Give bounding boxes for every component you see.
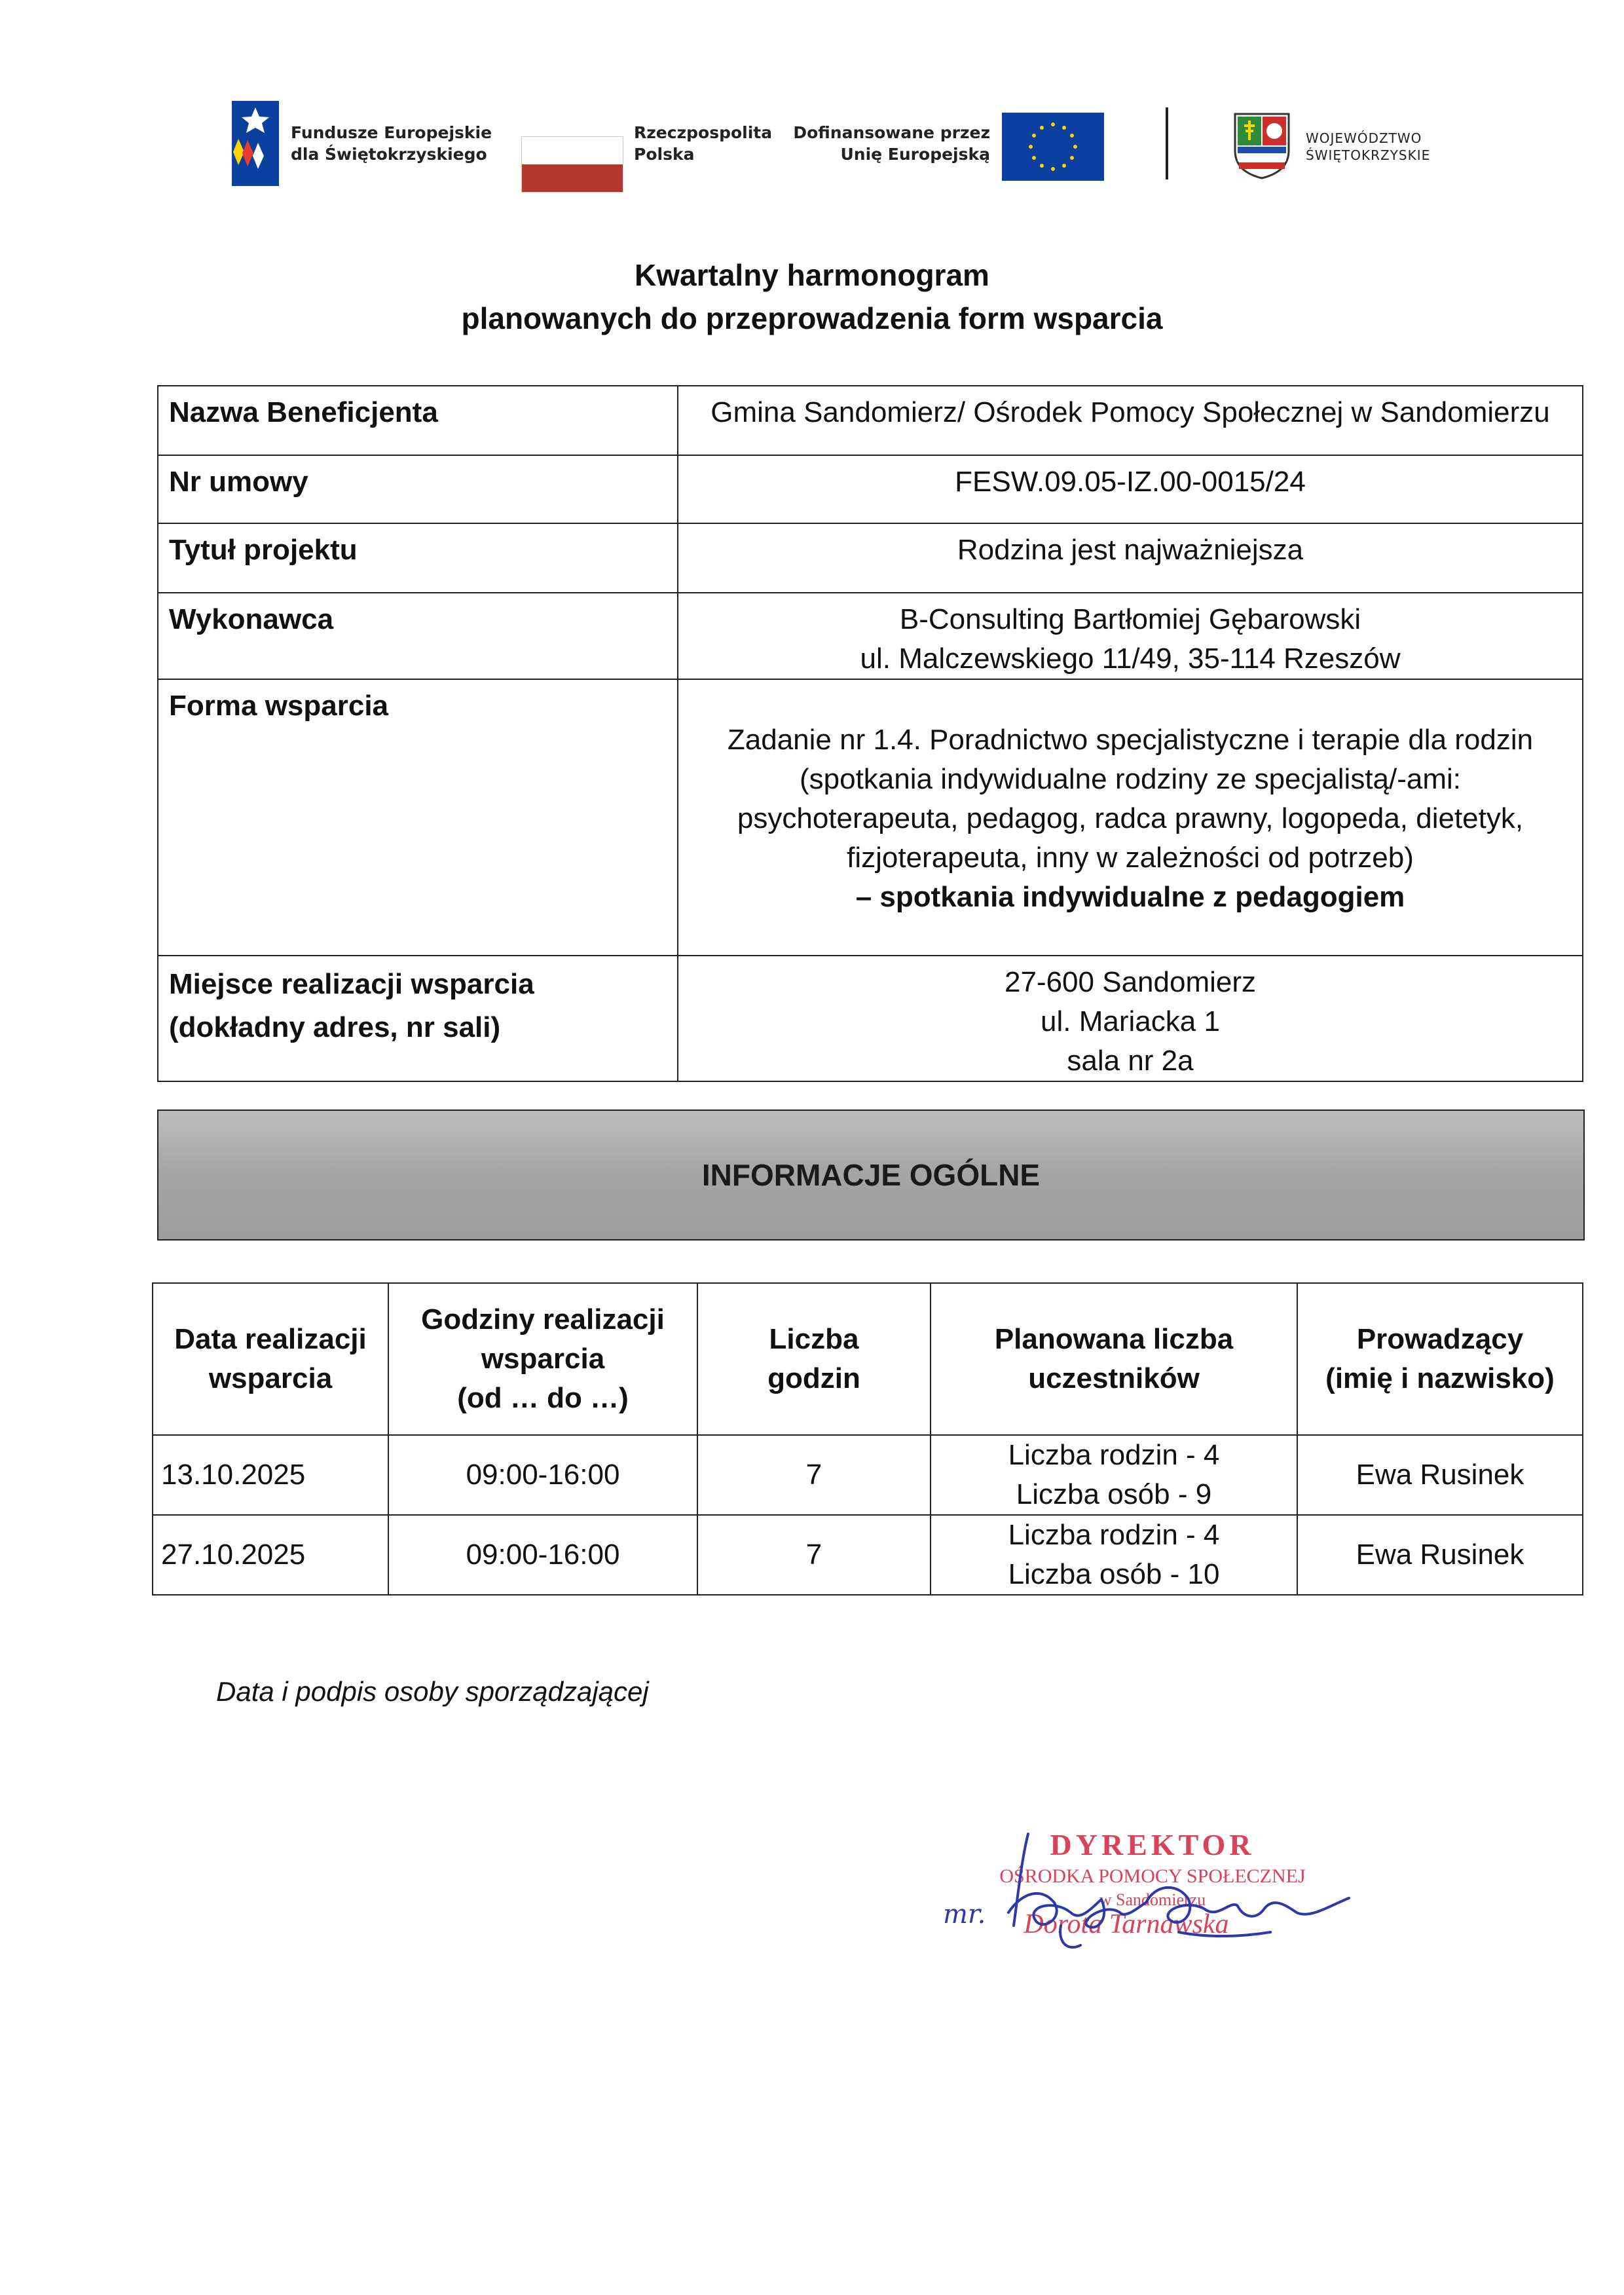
table-row	[158, 956, 1583, 1081]
table-row	[153, 1515, 1583, 1595]
stamp-line: OŚRODKA POMOCY SPOŁECZNEJ	[999, 1865, 1306, 1887]
wykonawca-label: Wykonawca	[158, 593, 678, 679]
miejsce-label: Miejsce realizacji wsparcia (dokładny adres, nr sali)	[158, 956, 678, 1081]
info-table	[157, 385, 1583, 1082]
table-header-row	[153, 1283, 1583, 1435]
woj-logo-text: WOJEWÓDZTWO ŚWIĘTOKRZYSKIE	[1306, 130, 1431, 163]
stamp-line: w Sandomierzu	[1099, 1890, 1206, 1909]
row-leader: Ewa Rusinek	[1297, 1515, 1583, 1595]
miejsce-value: 27-600 Sandomierz ul. Mariacka 1 sala nr 2a	[678, 956, 1583, 1081]
forma-line: Zadanie nr 1.4. Poradnictwo specjalistyczne i terapie dla rodzin	[727, 724, 1534, 756]
wykonawca-value	[678, 593, 1583, 679]
handwritten-prefix: mr.	[943, 1899, 986, 1930]
logo-bar	[0, 98, 1624, 190]
row-participants: Liczba rodzin - 4 Liczba osób - 9	[931, 1435, 1297, 1515]
eu-flag-icon	[1002, 113, 1104, 181]
ue-logo-text: Dofinansowane przez Unię Europejską	[793, 123, 990, 164]
band-title: INFORMACJE OGÓLNE	[701, 1158, 1041, 1192]
tytul-value: Rodzina jest najważniejsza	[678, 523, 1583, 593]
info-band	[157, 1110, 1585, 1241]
forma-line: (spotkania indywidualne rodziny ze specjalistą/-ami:	[799, 763, 1462, 795]
header-uczestnicy: Planowana liczba uczestników	[931, 1283, 1297, 1435]
polish-flag-icon	[521, 136, 623, 193]
umowa-value: FESW.09.05-IZ.00-0015/24	[678, 455, 1583, 523]
header-liczba-godzin: Liczba godzin	[697, 1283, 931, 1435]
row-date: 27.10.2025	[153, 1515, 388, 1595]
signature-label: Data i podpis osoby sporządzającej	[216, 1676, 649, 1707]
crest-icon	[1232, 111, 1291, 179]
forma-line: psychoterapeuta, pedagog, radca prawny, logopeda, dietetyk,	[737, 802, 1524, 834]
schedule-table	[152, 1282, 1583, 1595]
stamp-line: Dorota Tarnawska	[1024, 1909, 1229, 1939]
table-row	[158, 386, 1583, 455]
stamp-line: DYREKTOR	[1050, 1828, 1255, 1861]
row-hours: 09:00-16:00	[388, 1435, 697, 1515]
director-stamp	[943, 1827, 1362, 1978]
header-godziny: Godziny realizacji wsparcia (od … do …)	[388, 1283, 697, 1435]
beneficjent-value: Gmina Sandomierz/ Ośrodek Pomocy Społecznej w Sandomierzu	[678, 386, 1583, 455]
table-row	[158, 593, 1583, 679]
logo-divider	[1166, 107, 1168, 179]
forma-line: fizjoterapeuta, inny w zależności od potrzeb)	[847, 842, 1414, 874]
row-date: 13.10.2025	[153, 1435, 388, 1515]
forma-line-bold: – spotkania indywidualne z pedagogiem	[855, 881, 1405, 913]
handwritten-signature-icon	[930, 1821, 1375, 1971]
rp-logo-text: Rzeczpospolita Polska	[634, 123, 773, 164]
row-hours: 09:00-16:00	[388, 1515, 697, 1595]
header-data: Data realizacji wsparcia	[153, 1283, 388, 1435]
beneficjent-label: Nazwa Beneficjenta	[158, 386, 678, 455]
document-title: Kwartalny harmonogram planowanych do przeprowadzenia form wsparcia	[461, 258, 1163, 335]
wykonawca-name: B-Consulting Bartłomiej Gębarowski	[899, 603, 1361, 635]
forma-label: Forma wsparcia	[158, 679, 678, 956]
table-row	[153, 1435, 1583, 1515]
umowa-label: Nr umowy	[158, 455, 678, 523]
row-count: 7	[697, 1515, 931, 1595]
row-participants: Liczba rodzin - 4 Liczba osób - 10	[931, 1515, 1297, 1595]
fe-logo-icon	[232, 101, 279, 186]
tytul-label: Tytuł projektu	[158, 523, 678, 593]
row-leader: Ewa Rusinek	[1297, 1435, 1583, 1515]
wykonawca-address: ul. Malczewskiego 11/49, 35-114 Rzeszów	[860, 643, 1401, 675]
forma-value	[678, 679, 1583, 956]
header-prowadzacy: Prowadzący (imię i nazwisko)	[1297, 1283, 1583, 1435]
table-row	[158, 455, 1583, 523]
row-count: 7	[697, 1435, 931, 1515]
table-row	[158, 679, 1583, 956]
fe-logo-text: Fundusze Europejskie dla Świętokrzyskiego	[291, 123, 492, 164]
table-row	[158, 523, 1583, 593]
